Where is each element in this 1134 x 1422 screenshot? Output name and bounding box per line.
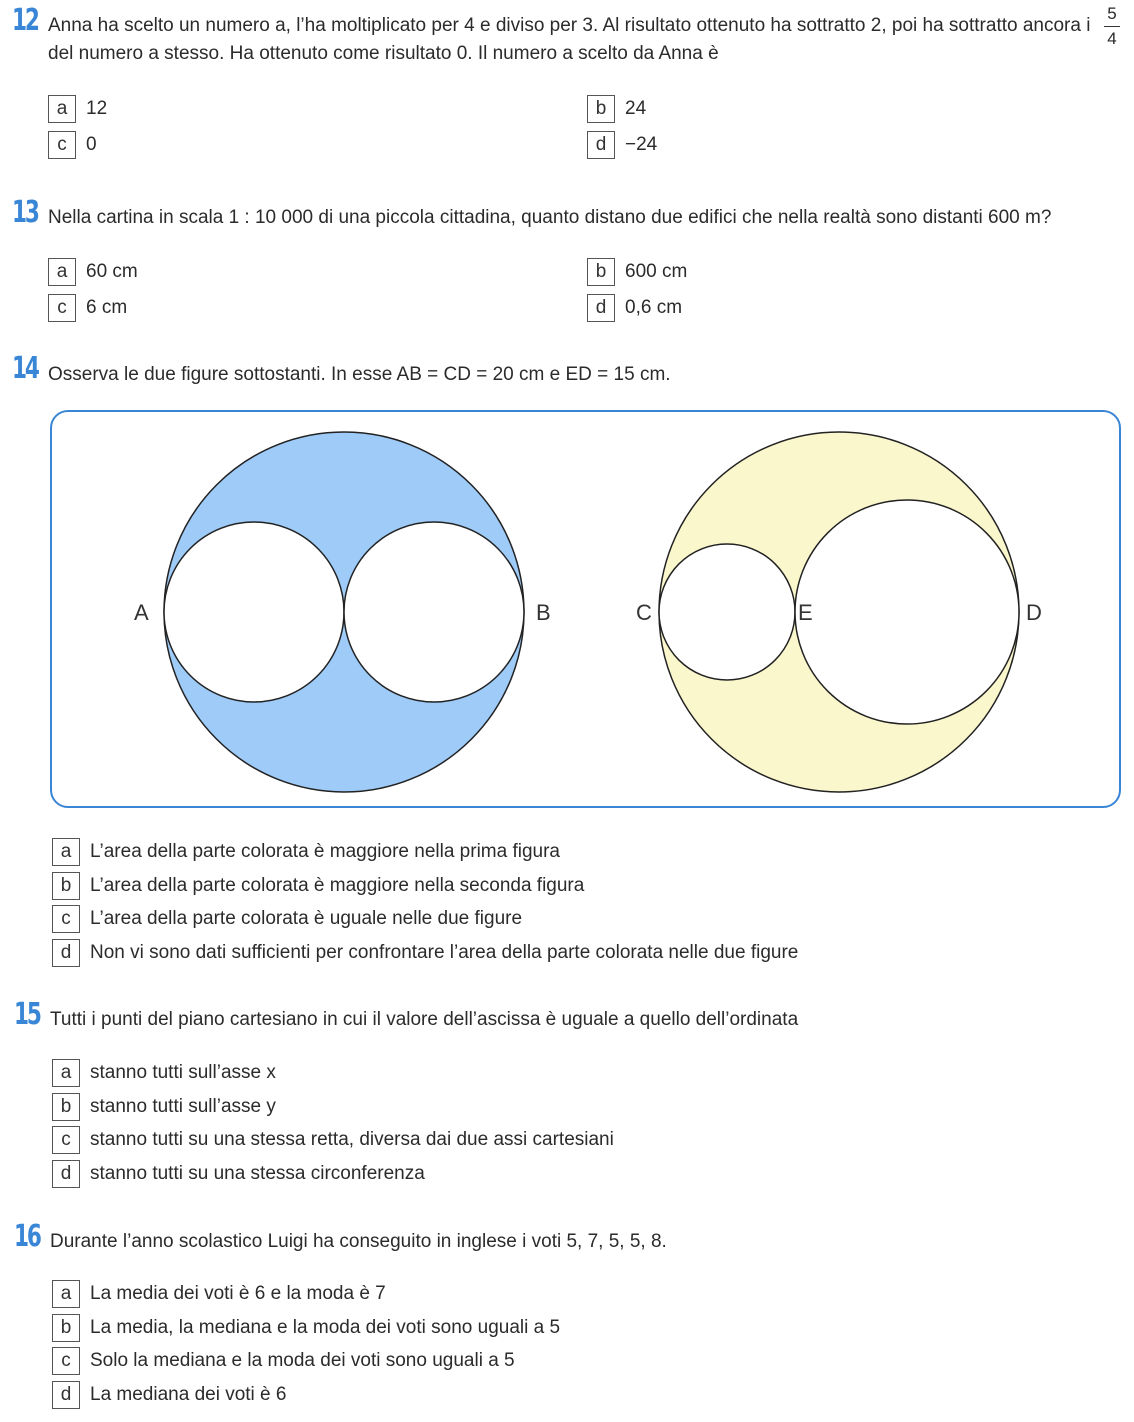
question-number-12: 12 — [12, 3, 38, 38]
question-16-text: Durante l’anno scolastico Luigi ha conseguito in inglese i voti 5, 7, 5, 5, 8. — [50, 1231, 667, 1252]
option-letter-box: a — [52, 1280, 80, 1308]
option-letter-box: d — [587, 294, 615, 322]
question-12-text-line2: del numero a stesso. Ha ottenuto come risultato 0. Il numero a scelto da Anna è — [48, 43, 719, 64]
option-text: La mediana dei voti è 6 — [90, 1384, 287, 1405]
q14-option-b[interactable] — [52, 871, 584, 901]
option-text: 12 — [86, 98, 108, 119]
option-text: La media dei voti è 6 e la moda è 7 — [90, 1283, 386, 1304]
option-letter-box: c — [52, 1126, 80, 1154]
question-number-15: 15 — [14, 997, 40, 1032]
question-number-14: 14 — [12, 351, 38, 386]
option-letter-box: b — [587, 95, 615, 123]
option-text: stanno tutti sull’asse y — [90, 1096, 276, 1117]
option-text: Non vi sono dati sufficienti per confrontare l’area della parte colorata nelle due figure — [90, 942, 799, 963]
q15-option-d[interactable] — [52, 1159, 425, 1189]
option-letter-box: b — [587, 258, 615, 286]
q15-option-c[interactable] — [52, 1125, 614, 1155]
figure-2 — [636, 432, 1042, 792]
q12-option-c[interactable] — [48, 130, 97, 160]
figure-1-right-inner-circle — [344, 522, 524, 702]
option-letter-box: d — [52, 1160, 80, 1188]
option-text: 60 cm — [86, 261, 138, 282]
fraction-five-quarters — [1104, 4, 1120, 49]
option-letter-box: c — [48, 131, 76, 159]
label-B: B — [536, 600, 551, 625]
option-letter-box: b — [52, 1093, 80, 1121]
option-text: stanno tutti sull’asse x — [90, 1062, 276, 1083]
option-text: L’area della parte colorata è maggiore nella prima figura — [90, 841, 560, 862]
q14-option-c[interactable] — [52, 904, 522, 934]
q16-option-c[interactable] — [52, 1346, 515, 1376]
question-14-text: Osserva le due figure sottostanti. In esse AB = CD = 20 cm e ED = 15 cm. — [48, 364, 671, 385]
figure-2-large-inner-circle — [795, 500, 1019, 724]
label-E: E — [798, 600, 813, 625]
q13-option-a[interactable] — [48, 257, 138, 287]
option-letter-box: a — [48, 95, 76, 123]
option-letter-box: d — [52, 939, 80, 967]
fraction-numerator: 5 — [1107, 4, 1117, 23]
option-letter-box: a — [52, 1059, 80, 1087]
two-circle-figures — [52, 412, 1123, 810]
option-letter-box: c — [52, 1347, 80, 1375]
option-text: 0,6 cm — [625, 297, 683, 318]
option-text: Solo la mediana e la moda dei voti sono uguali a 5 — [90, 1350, 515, 1371]
question-15-text: Tutti i punti del piano cartesiano in cui il valore dell’ascissa è uguale a quello dell’ordinata — [50, 1009, 799, 1030]
option-letter-box: a — [48, 258, 76, 286]
q16-option-b[interactable] — [52, 1313, 560, 1343]
option-letter-box: c — [48, 294, 76, 322]
option-text: stanno tutti su una stessa retta, diversa dai due assi cartesiani — [90, 1129, 614, 1150]
q14-option-a[interactable] — [52, 837, 560, 867]
question-number-16: 16 — [14, 1219, 40, 1254]
figure-1 — [134, 432, 551, 792]
question-13-text: Nella cartina in scala 1 : 10 000 di una piccola cittadina, quanto distano due edifici che nella realtà sono distanti 600 m? — [48, 207, 1052, 228]
option-text: −24 — [625, 134, 658, 155]
option-text: L’area della parte colorata è maggiore nella seconda figura — [90, 875, 585, 896]
option-text: L’area della parte colorata è uguale nelle due figure — [90, 908, 523, 929]
q12-option-d[interactable] — [587, 130, 657, 160]
option-letter-box: c — [52, 905, 80, 933]
q16-option-a[interactable] — [52, 1279, 386, 1309]
option-text: 0 — [86, 134, 97, 155]
figure-2-small-inner-circle — [659, 544, 795, 680]
option-text: 600 cm — [625, 261, 688, 282]
q15-option-b[interactable] — [52, 1092, 276, 1122]
q12-option-b[interactable] — [587, 94, 646, 124]
question-12-text-line1: Anna ha scelto un numero a, l’ha moltiplicato per 4 e diviso per 3. Al risultato ottenuto ha sottratto 2, poi ha sottratto ancora i — [48, 15, 1091, 36]
question-number-13: 13 — [12, 195, 38, 230]
option-text: La media, la mediana e la moda dei voti sono uguali a 5 — [90, 1317, 561, 1338]
figure-1-left-inner-circle — [164, 522, 344, 702]
option-letter-box: b — [52, 1314, 80, 1342]
label-D: D — [1026, 600, 1042, 625]
q16-option-d[interactable] — [52, 1380, 286, 1410]
option-letter-box: b — [52, 872, 80, 900]
option-text: 24 — [625, 98, 647, 119]
option-text: stanno tutti su una stessa circonferenza — [90, 1163, 425, 1184]
label-A: A — [134, 600, 149, 625]
option-letter-box: a — [52, 838, 80, 866]
label-C: C — [636, 600, 652, 625]
fraction-denominator: 4 — [1107, 29, 1117, 48]
figure-frame — [50, 410, 1121, 808]
option-letter-box: d — [587, 131, 615, 159]
q13-option-b[interactable] — [587, 257, 687, 287]
option-text: 6 cm — [86, 297, 128, 318]
q12-option-a[interactable] — [48, 94, 107, 124]
q13-option-d[interactable] — [587, 293, 682, 323]
q15-option-a[interactable] — [52, 1058, 276, 1088]
option-letter-box: d — [52, 1381, 80, 1409]
q14-option-d[interactable] — [52, 938, 798, 968]
q13-option-c[interactable] — [48, 293, 127, 323]
